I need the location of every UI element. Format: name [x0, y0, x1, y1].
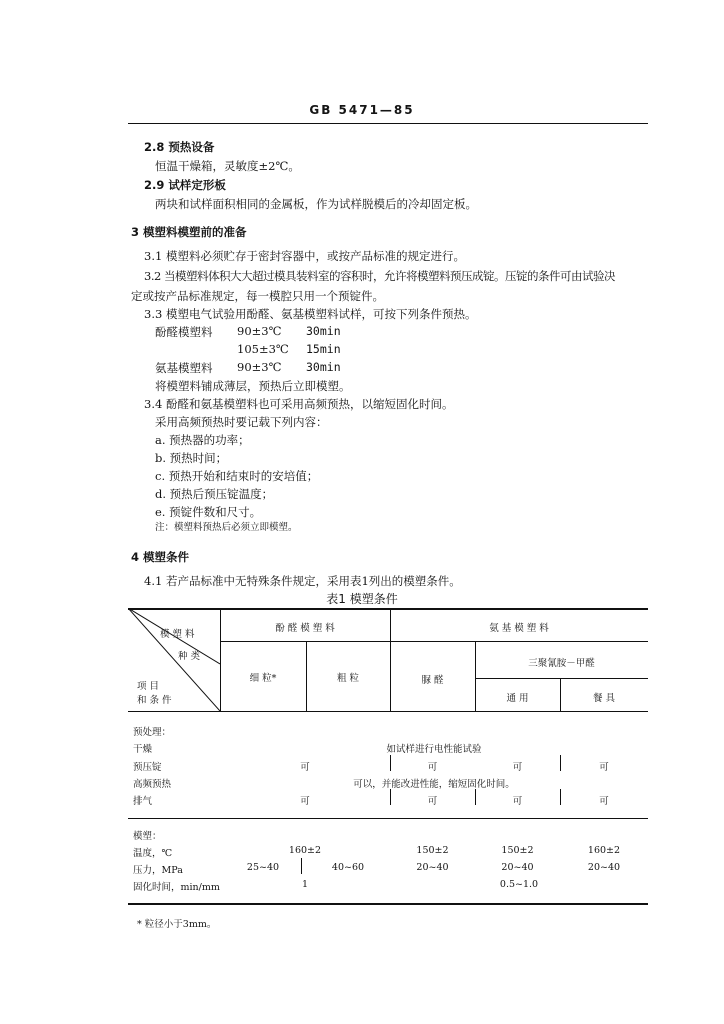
- temp-phenolic: 160±2: [288, 845, 322, 856]
- pressure-sep: [301, 858, 302, 874]
- col-general: 通 用: [506, 693, 529, 704]
- section-2-9-text: 两块和试样面积相同的金属板，作为试样脱模后的冷却固定板。: [155, 197, 477, 211]
- vent-general: 可: [512, 796, 523, 807]
- col-tableware: 餐 具: [592, 693, 616, 704]
- pressure-tableware: 20~40: [587, 862, 621, 873]
- preform-phenolic: 可: [300, 762, 310, 773]
- cure-phenolic: 1: [301, 879, 309, 890]
- table-footnote: * 粒径小于3mm。: [137, 919, 217, 930]
- header-group-rule: [220, 641, 648, 642]
- stub-material: 模 塑 料: [160, 629, 195, 640]
- phenolic-temp-2: 105±3℃: [237, 342, 289, 356]
- section-2-8-text: 恒温干燥箱，灵敏度±2℃。: [155, 159, 300, 173]
- row-vent-label: 排气: [133, 796, 153, 807]
- row-pressure-label: 压力，MPa: [133, 865, 183, 876]
- pressure-general: 20~40: [501, 862, 534, 873]
- row-dry-label: 干燥: [133, 744, 153, 755]
- section-3-4: 3.4 酚醛和氨基模塑料也可采用高频预热，以缩短固化时间。: [144, 397, 454, 411]
- section-4-heading: 4 模塑条件: [131, 550, 190, 564]
- section-3-2-line2: 定或按产品标准规定，每一模腔只用一个预锭件。: [131, 289, 384, 303]
- section-2-8: 2.8 预热设备: [144, 140, 215, 154]
- preform-general: 可: [512, 762, 523, 773]
- table-bottom-rule: [128, 903, 648, 905]
- row-pretreatment-title: 预处理：: [133, 727, 172, 738]
- page-header: GB 5471—85: [309, 103, 415, 117]
- phenolic-group-header: 酚 醛 模 塑 料: [275, 623, 335, 634]
- amino-group-header: 氨 基 模 塑 料: [489, 623, 549, 634]
- table-caption: 表1 模塑条件: [326, 592, 398, 606]
- preform-tableware: 可: [599, 762, 609, 773]
- stub-item: 项 目: [137, 681, 160, 692]
- phenolic-time-1: 30min: [306, 324, 341, 338]
- list-item-d: d. 预热后预压锭温度；: [155, 487, 274, 501]
- row-cure-label: 固化时间，min/mm: [133, 882, 220, 893]
- col-fine: 细 粒*: [249, 673, 277, 684]
- row-molding-title: 模塑：: [133, 831, 162, 842]
- stub-kind: 种 类: [178, 651, 201, 662]
- temp-urea: 150±2: [416, 845, 449, 856]
- cure-amino: 0.5~1.0: [499, 879, 539, 890]
- list-item-c: c. 预热开始和结束时的安培值；: [155, 469, 319, 483]
- dry-value: 如试样进行电性能试验: [386, 744, 482, 755]
- row-hf-label: 高频预热: [133, 779, 172, 790]
- vent-phenolic: 可: [300, 796, 310, 807]
- list-item-a: a. 预热器的功率；: [155, 433, 250, 447]
- section-3-3: 3.3 模塑电气试验用酚醛、氨基模塑料试样，可按下列条件预热。: [144, 307, 477, 321]
- section-3-heading: 3 模塑料模塑前的准备: [131, 225, 247, 239]
- temp-general: 150±2: [501, 845, 534, 856]
- stub-condition: 和 条 件: [137, 695, 172, 706]
- section-3-2-line1: 3.2 当模塑料体积大大超过模具装料室的容积时，允许将模塑料预压成锭。压锭的条件可由试验决: [144, 269, 615, 283]
- section-2-9: 2.9 试样定形板: [144, 178, 226, 192]
- pressure-coarse: 40~60: [331, 862, 365, 873]
- list-item-b: b. 预热时间；: [155, 451, 228, 465]
- phenolic-temp-1: 90±3℃: [237, 324, 282, 338]
- amino-time: 30min: [306, 360, 341, 374]
- phenolic-label: 酚醛模塑料: [155, 325, 213, 339]
- row-temp-label: 温度，℃: [133, 848, 173, 859]
- table-header-rule: [128, 711, 648, 712]
- vent-sep-2: [475, 789, 476, 805]
- section-3-1: 3.1 模塑料必须贮存于密封容器中，或按产品标准的规定进行。: [144, 249, 465, 263]
- col-coarse: 粗 粒: [336, 673, 360, 684]
- col-urea: 脲 醛: [421, 675, 444, 686]
- melamine-sub-rule: [475, 678, 648, 679]
- section-3-3-end: 将模塑料铺成薄层，预热后立即模塑。: [155, 379, 351, 393]
- vent-sep-1: [390, 789, 391, 805]
- pressure-fine: 25~40: [246, 862, 280, 873]
- list-item-e: e. 预锭件数和尺寸。: [155, 505, 262, 519]
- amino-label: 氨基模塑料: [155, 361, 213, 375]
- preform-sep-1: [390, 755, 391, 771]
- note: 注：模塑料预热后必须立即模塑。: [155, 522, 298, 533]
- phenolic-time-2: 15min: [306, 342, 341, 356]
- amino-temp: 90±3℃: [237, 360, 282, 374]
- pressure-urea: 20~40: [416, 862, 449, 873]
- table-section-rule: [128, 818, 648, 819]
- section-3-4-text: 采用高频预热时要记载下列内容：: [155, 415, 328, 429]
- col-melamine: 三聚氰胺－甲醛: [528, 658, 595, 669]
- row-preform-label: 预压锭: [133, 762, 162, 773]
- vent-tableware: 可: [599, 796, 609, 807]
- preform-urea: 可: [427, 762, 438, 773]
- vent-urea: 可: [427, 796, 438, 807]
- hf-value: 可以，并能改进性能，缩短固化时间。: [353, 779, 515, 790]
- section-4-1: 4.1 若产品标准中无特殊条件规定，采用表1列出的模塑条件。: [144, 574, 461, 588]
- vent-sep-3: [560, 789, 561, 805]
- temp-tableware: 160±2: [587, 845, 621, 856]
- preform-sep-2: [560, 755, 561, 771]
